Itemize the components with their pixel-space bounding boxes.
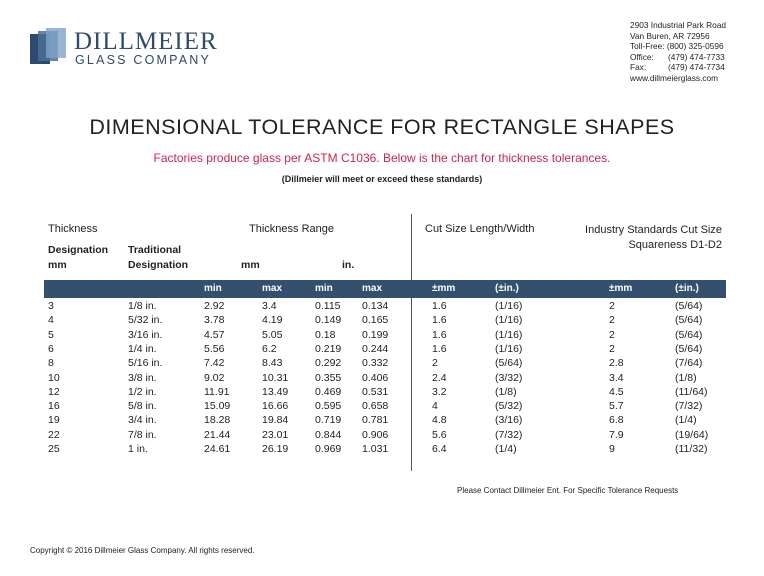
table-row <box>0 329 764 343</box>
table-row <box>0 386 764 400</box>
cell-designation-mm: 10 <box>48 371 60 384</box>
band-pm-in: (±in.) <box>495 283 519 294</box>
company-name: DILLMEIER <box>74 28 218 55</box>
subheader-band <box>44 280 726 298</box>
cell-cut-pm-mm: 2.4 <box>432 371 447 384</box>
table-row <box>0 314 764 328</box>
cell-max-in: 0.406 <box>362 371 389 384</box>
cell-cut-pm-mm: 4 <box>432 400 438 413</box>
cell-sq-pm-in: (11/64) <box>675 385 708 398</box>
band-max-in: max <box>362 283 383 294</box>
cell-cut-pm-mm: 1.6 <box>432 300 447 312</box>
cell-max-mm: 16.66 <box>262 400 289 413</box>
cell-sq-pm-in: (1/8) <box>675 371 697 384</box>
band-max-mm: max <box>262 283 283 294</box>
cell-max-in: 0.531 <box>362 385 389 398</box>
office-number: (479) 474-7733 <box>668 51 725 62</box>
cell-max-in: 0.134 <box>362 300 389 312</box>
cell-sq-pm-mm: 7.9 <box>609 428 624 441</box>
fax-row <box>630 62 726 73</box>
cell-sq-pm-mm: 4.5 <box>609 385 624 398</box>
cell-min-in: 0.719 <box>315 414 342 427</box>
cell-min-in: 0.355 <box>315 371 342 384</box>
cell-max-mm: 4.19 <box>262 314 283 327</box>
cell-traditional: 1/2 in. <box>128 385 157 398</box>
company-logo-icon <box>30 28 68 66</box>
cell-max-in: 0.199 <box>362 328 389 341</box>
table-row <box>0 400 764 414</box>
cell-max-in: 0.658 <box>362 400 389 413</box>
cell-max-mm: 3.4 <box>262 300 277 312</box>
header-cut-size: Cut Size Length/Width <box>425 223 535 235</box>
cell-sq-pm-in: (1/4) <box>675 414 697 427</box>
cell-min-mm: 4.57 <box>204 328 225 341</box>
cell-min-mm: 15.09 <box>204 400 231 413</box>
cell-min-mm: 11.91 <box>204 385 230 398</box>
cell-designation-mm: 19 <box>48 414 60 427</box>
fax-number: (479) 474-7734 <box>668 62 725 72</box>
cell-sq-pm-mm: 2.8 <box>609 357 624 370</box>
cell-sq-pm-in: (7/64) <box>675 357 703 370</box>
cell-sq-pm-mm: 2 <box>609 328 615 341</box>
cell-min-in: 0.219 <box>315 342 342 355</box>
cell-min-mm: 9.02 <box>204 371 225 384</box>
header-traditional-line-1: Traditional <box>128 244 182 256</box>
header-industry-line-1: Industry Standards Cut Size <box>585 224 722 236</box>
office-label: Office: <box>630 51 654 62</box>
cell-max-in: 0.781 <box>362 414 389 427</box>
table-row <box>0 357 764 371</box>
cell-designation-mm: 25 <box>48 443 60 455</box>
cell-traditional: 5/32 in. <box>128 314 163 327</box>
cell-sq-pm-in: (5/64) <box>675 314 703 327</box>
cell-sq-pm-in: (5/64) <box>675 300 703 312</box>
cell-sq-pm-mm: 2 <box>609 342 615 355</box>
cell-max-mm: 8.43 <box>262 357 283 370</box>
cell-min-in: 0.969 <box>315 443 342 455</box>
cell-max-mm: 23.01 <box>262 428 289 441</box>
cell-traditional: 7/8 in. <box>128 428 157 441</box>
band-pm-mm: ±mm <box>432 283 456 294</box>
cell-min-mm: 2.92 <box>204 300 225 312</box>
cell-min-mm: 5.56 <box>204 342 225 355</box>
cell-sq-pm-in: (11/32) <box>675 443 708 455</box>
band-min-in: min <box>315 283 333 294</box>
cell-traditional: 3/8 in. <box>128 371 157 384</box>
cell-sq-pm-in: (5/64) <box>675 342 703 355</box>
copyright-notice: Copyright © 2016 Dillmeier Glass Company. All rights reserved. <box>30 546 255 555</box>
cell-min-mm: 18.28 <box>204 414 231 427</box>
cell-max-mm: 6.2 <box>262 342 277 355</box>
cell-sq-pm-mm: 5.7 <box>609 400 624 413</box>
cell-max-in: 0.906 <box>362 428 389 441</box>
header-traditional-line-2: Designation <box>128 259 189 271</box>
cell-designation-mm: 3 <box>48 300 54 312</box>
cell-cut-pm-mm: 2 <box>432 357 438 370</box>
cell-cut-pm-in: (5/32) <box>495 400 523 413</box>
table-row <box>0 372 764 386</box>
cell-min-in: 0.149 <box>315 314 342 327</box>
table-row <box>0 343 764 357</box>
header-designation-line-2: mm <box>48 259 67 271</box>
cell-cut-pm-in: (1/16) <box>495 342 523 355</box>
cell-traditional: 1/4 in. <box>128 342 157 355</box>
cell-min-mm: 7.42 <box>204 357 225 370</box>
header-mm: mm <box>241 259 260 271</box>
cell-designation-mm: 8 <box>48 357 54 370</box>
cell-max-mm: 13.49 <box>262 385 289 398</box>
cell-max-mm: 10.31 <box>262 371 289 384</box>
contact-request-note: Please Contact Dillmeier Ent. For Specific Tolerance Requests <box>457 486 679 495</box>
header-designation-line-1: Designation <box>48 244 109 256</box>
cell-sq-pm-in: (19/64) <box>675 428 709 441</box>
cell-traditional: 5/16 in. <box>128 357 163 370</box>
cell-cut-pm-in: (3/32) <box>495 371 523 384</box>
cell-max-mm: 5.05 <box>262 328 283 341</box>
cell-min-in: 0.844 <box>315 428 342 441</box>
cell-cut-pm-in: (1/16) <box>495 300 523 312</box>
cell-max-mm: 19.84 <box>262 414 289 427</box>
cell-sq-pm-in: (7/32) <box>675 400 703 413</box>
cell-min-mm: 24.61 <box>204 443 231 455</box>
company-subname: GLASS COMPANY <box>75 53 212 67</box>
band-pm-in-2: (±in.) <box>675 283 699 294</box>
cell-max-in: 0.244 <box>362 342 389 355</box>
table-row <box>0 443 764 457</box>
cell-min-in: 0.115 <box>315 300 341 312</box>
header-thickness: Thickness <box>48 223 98 235</box>
cell-cut-pm-mm: 1.6 <box>432 314 447 327</box>
fax-label: Fax: <box>630 62 647 72</box>
cell-sq-pm-in: (5/64) <box>675 328 703 341</box>
standards-note: (Dillmeier will meet or exceed these standards) <box>281 174 483 184</box>
header-thickness-range: Thickness Range <box>249 223 334 235</box>
cell-min-in: 0.595 <box>315 400 342 413</box>
cell-cut-pm-mm: 1.6 <box>432 328 447 341</box>
cell-traditional: 3/16 in. <box>128 328 163 341</box>
cell-cut-pm-in: (1/4) <box>495 443 517 455</box>
cell-sq-pm-mm: 2 <box>609 300 615 312</box>
cell-cut-pm-mm: 5.6 <box>432 428 447 441</box>
header-designation-mm <box>48 243 108 273</box>
cell-traditional: 5/8 in. <box>128 400 157 413</box>
cell-cut-pm-in: (1/8) <box>495 385 517 398</box>
cell-cut-pm-in: (5/64) <box>495 357 523 370</box>
header-industry-standards <box>585 223 722 253</box>
tollfree-number: Toll-Free: (800) 325-0596 <box>630 41 724 51</box>
cell-min-in: 0.469 <box>315 385 342 398</box>
cell-cut-pm-in: (1/16) <box>495 314 523 327</box>
cell-sq-pm-mm: 3.4 <box>609 371 624 384</box>
cell-sq-pm-mm: 9 <box>609 443 615 455</box>
cell-traditional: 1 in. <box>128 443 148 455</box>
page-title: DIMENSIONAL TOLERANCE FOR RECTANGLE SHAPES <box>89 115 675 139</box>
table-row <box>0 300 764 314</box>
cell-traditional: 1/8 in. <box>128 300 157 312</box>
cell-max-in: 0.332 <box>362 357 389 370</box>
cell-designation-mm: 22 <box>48 428 60 441</box>
cell-min-in: 0.18 <box>315 328 336 341</box>
header-traditional-designation <box>128 243 188 273</box>
cell-cut-pm-mm: 3.2 <box>432 385 447 398</box>
address-line-2: Van Buren, AR 72956 <box>630 30 710 41</box>
cell-designation-mm: 12 <box>48 385 60 398</box>
website-link[interactable]: www.dillmeierglass.com <box>630 72 719 83</box>
cell-cut-pm-mm: 6.4 <box>432 443 447 455</box>
cell-sq-pm-mm: 2 <box>609 314 615 327</box>
address-line-1: 2903 Industrial Park Road <box>630 20 726 30</box>
cell-min-mm: 21.44 <box>204 428 231 441</box>
cell-designation-mm: 6 <box>48 342 54 355</box>
header-industry-line-2: Squareness D1-D2 <box>628 239 722 251</box>
cell-cut-pm-in: (3/16) <box>495 414 523 427</box>
page-subtitle: Factories produce glass per ASTM C1036. Below is the chart for thickness tolerances. <box>153 151 611 165</box>
cell-cut-pm-mm: 1.6 <box>432 342 447 355</box>
cell-max-in: 1.031 <box>362 443 389 455</box>
cell-max-in: 0.165 <box>362 314 389 327</box>
cell-cut-pm-mm: 4.8 <box>432 414 447 427</box>
cell-designation-mm: 4 <box>48 314 54 327</box>
cell-sq-pm-mm: 6.8 <box>609 414 624 427</box>
table-row <box>0 414 764 428</box>
cell-cut-pm-in: (1/16) <box>495 328 523 341</box>
cell-min-in: 0.292 <box>315 357 342 370</box>
cell-designation-mm: 16 <box>48 400 60 413</box>
cell-min-mm: 3.78 <box>204 314 225 327</box>
contact-block <box>630 20 726 83</box>
band-min-mm: min <box>204 283 222 294</box>
header-in: in. <box>342 259 355 271</box>
table-row <box>0 429 764 443</box>
band-pm-mm-2: ±mm <box>609 283 633 294</box>
cell-max-mm: 26.19 <box>262 443 289 455</box>
office-row <box>630 52 726 63</box>
cell-cut-pm-in: (7/32) <box>495 428 523 441</box>
cell-designation-mm: 5 <box>48 328 54 341</box>
cell-traditional: 3/4 in. <box>128 414 157 427</box>
